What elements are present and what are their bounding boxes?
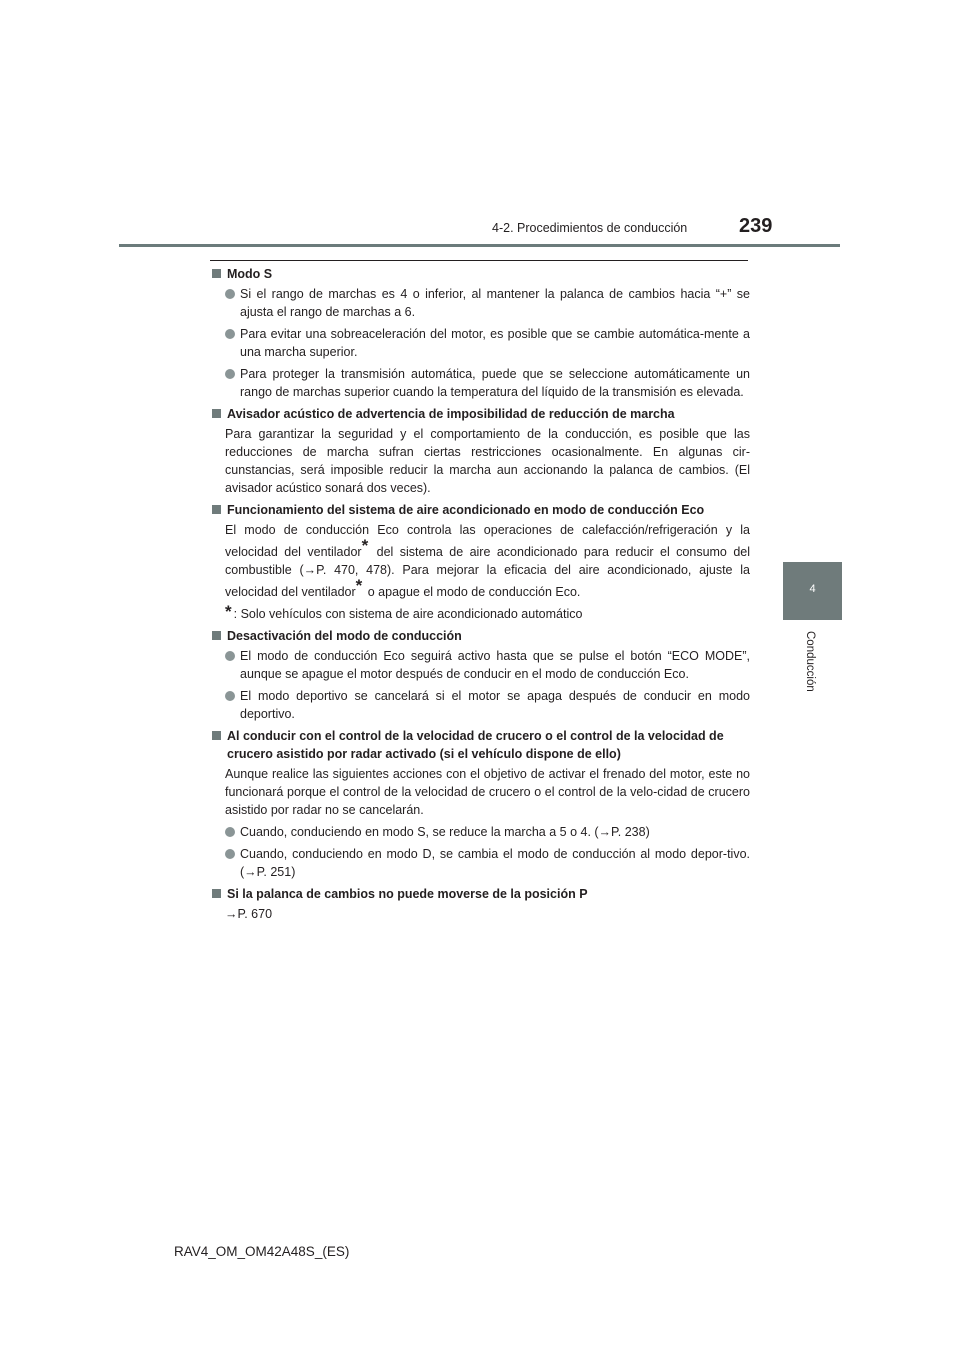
square-bullet-icon [212, 409, 221, 418]
page-number: 239 [739, 215, 773, 237]
round-bullet-icon [225, 691, 235, 701]
square-bullet-icon [212, 505, 221, 514]
bullet-item [225, 325, 750, 361]
bullet-item [225, 687, 750, 723]
bullet-item [225, 365, 750, 401]
section-heading [210, 727, 750, 763]
bullet-text: El modo deportivo se cancelará si el motor se apaga después de conducir en modo deportivo. [240, 689, 750, 722]
content-divider [210, 260, 748, 261]
round-bullet-icon [225, 651, 235, 661]
heading-text: Funcionamiento del sistema de aire acondicionado en modo de conducción Eco [227, 503, 705, 517]
round-bullet-icon [225, 369, 235, 379]
round-bullet-icon [225, 289, 235, 299]
heading-text: Avisador acústico de advertencia de imposibilidad de reducción de marcha [227, 407, 675, 421]
chapter-tab [783, 562, 842, 620]
section-heading [210, 265, 750, 283]
square-bullet-icon [212, 269, 221, 278]
manual-code: RAV4_OM_OM42A48S_(ES) [174, 1244, 350, 1259]
paragraph-text: del sistema de aire acondicionado para reducir el consumo del combustible (→P. 470, 478). Para mejorar la eficacia del aire acondicionado, ajuste la velocidad del ventilador [225, 545, 750, 600]
bullet-text: Para evitar una sobreaceleración del motor, es posible que se cambie automática-mente a una marcha superior. [240, 327, 750, 359]
section-heading [210, 627, 750, 645]
footnote [225, 602, 750, 623]
header-section-title: 4-2. Procedimientos de conducción [492, 221, 688, 235]
round-bullet-icon [225, 827, 235, 837]
bullet-text: El modo de conducción Eco seguirá activo hasta que se pulse el botón “ECO MODE”, aunque se apague el motor después de conducir en el modo de conducción Eco. [240, 649, 750, 682]
heading-text: Desactivación del modo de conducción [227, 629, 462, 644]
heading-text: Al conducir con el control de la velocidad de crucero o el control de la velocidad de crucero asistido por radar activado (si el vehículo dispone de ello) [227, 729, 724, 762]
section-paragraph: Aunque realice las siguientes acciones con el objetivo de activar el frenado del motor, este no funcionará porque el control de la velocidad de crucero o el control de la velo-cidad de crucero asistido por radar no se cancelarán. [225, 767, 750, 818]
footnote-marker: * [225, 602, 232, 622]
square-bullet-icon [212, 731, 221, 740]
header-divider [119, 244, 840, 247]
footnote-marker: * [361, 536, 369, 555]
square-bullet-icon [212, 631, 221, 640]
bullet-text: Para proteger la transmisión automática, puede que se seleccione automáticamente un rango de marchas superior cuando la temperatura del líquido de la transmisión es elevada. [240, 367, 750, 399]
page-content [210, 265, 750, 927]
round-bullet-icon [225, 849, 235, 859]
bullet-item [225, 647, 750, 683]
round-bullet-icon [225, 329, 235, 339]
section-paragraph [225, 521, 750, 601]
square-bullet-icon [212, 889, 221, 898]
chapter-number: 4 [809, 583, 816, 595]
chapter-label: Conducción [804, 631, 816, 692]
heading-text: Modo S [227, 267, 273, 281]
bullet-text: Si el rango de marchas es 4 o inferior, al mantener la palanca de cambios hacia “+” se ajusta el rango de marchas a 6. [240, 287, 750, 319]
section-heading [210, 885, 750, 903]
section-heading [210, 501, 750, 519]
bullet-item [225, 845, 750, 881]
heading-text: Si la palanca de cambios no puede moverse de la posición P [227, 887, 588, 902]
page-reference: →P. 670 [225, 907, 273, 922]
paragraph-text: o apague el modo de conducción Eco. [364, 585, 581, 600]
bullet-item [225, 823, 750, 841]
section-heading [210, 405, 750, 423]
footnote-marker: * [355, 576, 363, 596]
bullet-item [225, 285, 750, 321]
bullet-text: Cuando, conduciendo en modo S, se reduce la marcha a 5 o 4. (→P. 238) [240, 825, 650, 840]
footnote-text: : Solo vehículos con sistema de aire acondicionado automático [233, 607, 583, 622]
section-paragraph: Para garantizar la seguridad y el comportamiento de la conducción, es posible que las reducciones de marcha sufran ciertas restricciones ocasionalmente. En algunas cir-cunstancias, será imposible reducir la marcha aun accionando la palanca de cambios. (El avisador acústico sonará dos veces). [225, 427, 750, 495]
bullet-text: Cuando, conduciendo en modo D, se cambia el modo de conducción al modo depor-tivo. (→P. 251) [240, 847, 750, 880]
paragraph-text: El modo de conducción Eco controla las operaciones de calefacción/refrigeración y la velocidad del ventilador [225, 523, 750, 560]
